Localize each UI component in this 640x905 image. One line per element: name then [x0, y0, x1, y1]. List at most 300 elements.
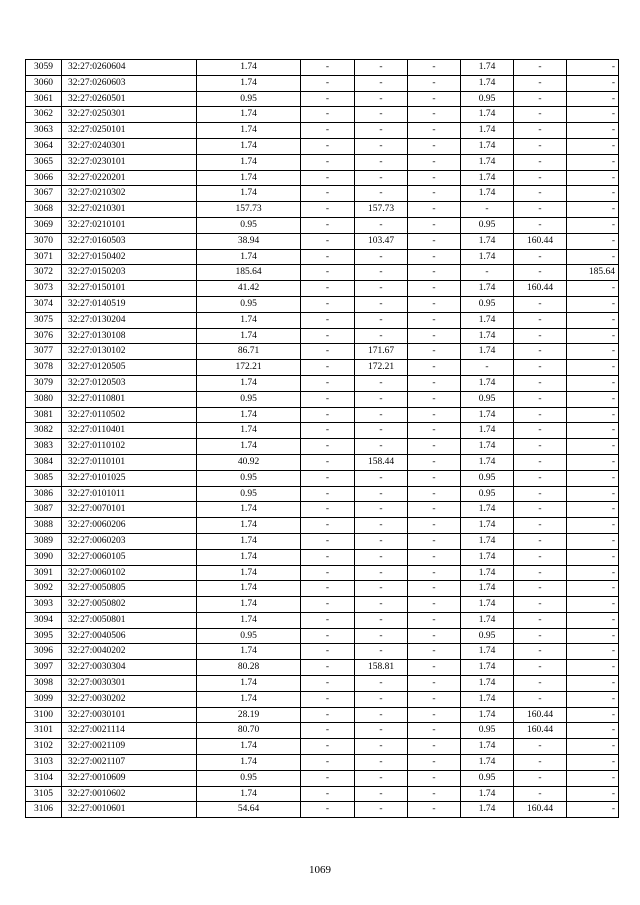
table-cell: 32:27:0040506 — [62, 628, 197, 644]
table-cell: - — [514, 676, 567, 692]
table-cell: - — [301, 755, 355, 771]
table-cell: - — [514, 739, 567, 755]
table-cell: - — [355, 123, 408, 139]
table-cell: - — [514, 612, 567, 628]
table-cell: - — [408, 565, 461, 581]
table-cell: - — [355, 549, 408, 565]
table-cell: - — [567, 202, 619, 218]
table-cell: 0.95 — [461, 486, 514, 502]
table-cell: - — [514, 597, 567, 613]
table-cell: - — [301, 628, 355, 644]
table-cell: 32:27:0060102 — [62, 565, 197, 581]
table-cell: 160.44 — [514, 281, 567, 297]
table-cell: 1.74 — [461, 454, 514, 470]
table-cell: - — [567, 344, 619, 360]
table-cell: - — [301, 170, 355, 186]
table-cell: 3100 — [26, 707, 62, 723]
table-cell: 1.74 — [197, 581, 301, 597]
table-cell: - — [567, 454, 619, 470]
table-cell: 32:27:0130204 — [62, 312, 197, 328]
table-cell: - — [301, 470, 355, 486]
table-cell: 32:27:0070101 — [62, 502, 197, 518]
table-cell: - — [567, 375, 619, 391]
table-cell: 0.95 — [197, 217, 301, 233]
table-cell: 1.74 — [197, 644, 301, 660]
table-cell: - — [355, 518, 408, 534]
table-cell: - — [567, 391, 619, 407]
table-cell: 32:27:0110502 — [62, 407, 197, 423]
table-cell: 1.74 — [461, 581, 514, 597]
table-cell: 1.74 — [461, 186, 514, 202]
table-cell: - — [355, 755, 408, 771]
table-cell: 32:27:0120503 — [62, 375, 197, 391]
table-cell: - — [408, 138, 461, 154]
table-cell: - — [567, 91, 619, 107]
table-row — [26, 375, 619, 391]
table-cell: - — [301, 454, 355, 470]
table-cell: - — [567, 691, 619, 707]
table-cell: - — [408, 770, 461, 786]
table-cell: 185.64 — [197, 265, 301, 281]
table-cell: 3069 — [26, 217, 62, 233]
table-row — [26, 233, 619, 249]
table-cell: 41.42 — [197, 281, 301, 297]
table-cell: - — [408, 502, 461, 518]
table-cell: 32:27:0150101 — [62, 281, 197, 297]
table-cell: 3067 — [26, 186, 62, 202]
table-cell: - — [567, 281, 619, 297]
table-cell: 32:27:0240301 — [62, 138, 197, 154]
table-cell: - — [514, 344, 567, 360]
table-cell: 1.74 — [461, 786, 514, 802]
table-row — [26, 312, 619, 328]
table-cell: - — [408, 344, 461, 360]
table-row — [26, 407, 619, 423]
table-cell: 1.74 — [461, 60, 514, 76]
table-cell: - — [567, 328, 619, 344]
table-row — [26, 360, 619, 376]
table-cell: 1.74 — [461, 707, 514, 723]
table-cell: 32:27:0010609 — [62, 770, 197, 786]
table-cell: - — [408, 123, 461, 139]
table-cell: 32:27:0230101 — [62, 154, 197, 170]
table-cell: - — [514, 296, 567, 312]
table-cell: 3077 — [26, 344, 62, 360]
table-cell: 32:27:0210302 — [62, 186, 197, 202]
table-cell: 1.74 — [197, 549, 301, 565]
table-cell: - — [355, 296, 408, 312]
table-cell: - — [514, 375, 567, 391]
table-cell: 1.74 — [461, 407, 514, 423]
table-cell: 32:27:0030202 — [62, 691, 197, 707]
table-cell: 3090 — [26, 549, 62, 565]
table-cell: - — [408, 739, 461, 755]
table-cell: - — [408, 202, 461, 218]
table-cell: - — [301, 549, 355, 565]
table-cell: - — [567, 644, 619, 660]
table-cell: 3061 — [26, 91, 62, 107]
table-cell: 3070 — [26, 233, 62, 249]
table-row — [26, 660, 619, 676]
table-row — [26, 154, 619, 170]
table-cell: - — [301, 518, 355, 534]
table-cell: 1.74 — [197, 375, 301, 391]
table-cell: 80.28 — [197, 660, 301, 676]
table-cell: 1.74 — [197, 533, 301, 549]
table-row — [26, 328, 619, 344]
table-cell: - — [301, 312, 355, 328]
table-row — [26, 249, 619, 265]
table-row — [26, 581, 619, 597]
table-cell: - — [514, 786, 567, 802]
table-cell: 0.95 — [197, 486, 301, 502]
table-cell: - — [514, 660, 567, 676]
table-cell: 32:27:0010601 — [62, 802, 197, 818]
data-table — [25, 59, 619, 818]
table-cell: 3102 — [26, 739, 62, 755]
table-row — [26, 391, 619, 407]
table-cell: - — [355, 91, 408, 107]
table-cell: 3091 — [26, 565, 62, 581]
table-cell: - — [567, 123, 619, 139]
table-cell: - — [567, 186, 619, 202]
table-cell: 1.74 — [197, 755, 301, 771]
table-cell: - — [355, 407, 408, 423]
table-cell: 32:27:0021109 — [62, 739, 197, 755]
table-cell: 1.74 — [197, 423, 301, 439]
table-cell: 157.73 — [197, 202, 301, 218]
table-cell: - — [301, 344, 355, 360]
table-cell: 3068 — [26, 202, 62, 218]
table-cell: 32:27:0030301 — [62, 676, 197, 692]
table-cell: 3063 — [26, 123, 62, 139]
table-cell: - — [514, 391, 567, 407]
table-cell: - — [408, 755, 461, 771]
table-cell: 1.74 — [197, 170, 301, 186]
table-cell: - — [301, 375, 355, 391]
table-cell: 32:27:0110102 — [62, 439, 197, 455]
table-cell: - — [301, 770, 355, 786]
table-cell: - — [301, 296, 355, 312]
table-cell: - — [408, 454, 461, 470]
table-cell: 0.95 — [461, 470, 514, 486]
table-cell: - — [355, 265, 408, 281]
table-cell: - — [408, 375, 461, 391]
table-cell: - — [461, 202, 514, 218]
table-row — [26, 518, 619, 534]
table-cell: - — [301, 75, 355, 91]
table-cell: 32:27:0021107 — [62, 755, 197, 771]
table-cell: - — [408, 533, 461, 549]
table-cell: - — [514, 360, 567, 376]
table-cell: - — [514, 217, 567, 233]
table-cell: 0.95 — [197, 91, 301, 107]
table-cell: - — [408, 407, 461, 423]
table-cell: - — [355, 676, 408, 692]
table-cell: - — [355, 486, 408, 502]
table-cell: - — [514, 91, 567, 107]
table-cell: - — [408, 486, 461, 502]
table-cell: - — [355, 502, 408, 518]
table-cell: 1.74 — [197, 123, 301, 139]
table-cell: - — [567, 233, 619, 249]
table-cell: - — [567, 612, 619, 628]
table-cell: 3095 — [26, 628, 62, 644]
table-cell: - — [301, 154, 355, 170]
table-cell: 3096 — [26, 644, 62, 660]
table-cell: 160.44 — [514, 723, 567, 739]
table-row — [26, 597, 619, 613]
table-cell: 3104 — [26, 770, 62, 786]
table-cell: 32:27:0060203 — [62, 533, 197, 549]
table-cell: - — [567, 739, 619, 755]
table-row — [26, 723, 619, 739]
table-cell: - — [301, 802, 355, 818]
table-cell: - — [567, 518, 619, 534]
table-cell: - — [408, 75, 461, 91]
table-cell: - — [301, 217, 355, 233]
table-row — [26, 123, 619, 139]
table-cell: - — [514, 154, 567, 170]
table-cell: - — [355, 533, 408, 549]
table-row — [26, 802, 619, 818]
table-cell: 3076 — [26, 328, 62, 344]
table-cell: 32:27:0260603 — [62, 75, 197, 91]
table-cell: - — [408, 154, 461, 170]
table-cell: - — [567, 707, 619, 723]
table-cell: - — [567, 628, 619, 644]
table-cell: - — [355, 470, 408, 486]
table-cell: - — [408, 328, 461, 344]
table-cell: - — [355, 138, 408, 154]
table-cell: 1.74 — [461, 107, 514, 123]
table-cell: - — [408, 107, 461, 123]
table-cell: 32:27:0110401 — [62, 423, 197, 439]
table-cell: - — [355, 770, 408, 786]
table-cell: 0.95 — [461, 391, 514, 407]
table-cell: 32:27:0130108 — [62, 328, 197, 344]
table-cell: 172.21 — [355, 360, 408, 376]
table-cell: 32:27:0130102 — [62, 344, 197, 360]
table-cell: - — [514, 549, 567, 565]
table-cell: 1.74 — [461, 344, 514, 360]
table-cell: 1.74 — [461, 565, 514, 581]
table-cell: 1.74 — [461, 502, 514, 518]
table-cell: 3084 — [26, 454, 62, 470]
table-cell: - — [301, 138, 355, 154]
table-cell: - — [567, 360, 619, 376]
table-cell: 3072 — [26, 265, 62, 281]
table-row — [26, 707, 619, 723]
table-cell: 160.44 — [514, 233, 567, 249]
table-cell: - — [567, 802, 619, 818]
table-cell: 1.74 — [461, 170, 514, 186]
table-cell: 3080 — [26, 391, 62, 407]
table-cell: 160.44 — [514, 707, 567, 723]
table-cell: - — [355, 154, 408, 170]
table-cell: 1.74 — [461, 676, 514, 692]
table-cell: 1.74 — [461, 375, 514, 391]
table-cell: - — [301, 423, 355, 439]
table-row — [26, 612, 619, 628]
table-cell: - — [355, 170, 408, 186]
table-cell: - — [355, 328, 408, 344]
table-row — [26, 75, 619, 91]
table-cell: - — [355, 581, 408, 597]
table-row — [26, 644, 619, 660]
table-cell: - — [355, 217, 408, 233]
table-cell: 1.74 — [197, 60, 301, 76]
table-cell: 3098 — [26, 676, 62, 692]
table-cell: - — [514, 565, 567, 581]
table-cell: 171.67 — [355, 344, 408, 360]
table-cell: - — [301, 502, 355, 518]
table-cell: - — [514, 138, 567, 154]
table-cell: 0.95 — [197, 470, 301, 486]
table-cell: - — [514, 755, 567, 771]
table-cell: - — [301, 186, 355, 202]
table-cell: - — [408, 549, 461, 565]
table-cell: 1.74 — [461, 802, 514, 818]
table-cell: - — [514, 502, 567, 518]
table-cell: 1.74 — [197, 186, 301, 202]
table-cell: - — [408, 707, 461, 723]
table-cell: 1.74 — [197, 597, 301, 613]
table-cell: - — [514, 60, 567, 76]
table-cell: 1.74 — [197, 439, 301, 455]
table-row — [26, 138, 619, 154]
table-cell: - — [514, 439, 567, 455]
table-cell: 1.74 — [197, 786, 301, 802]
table-cell: - — [355, 423, 408, 439]
table-cell: - — [301, 123, 355, 139]
table-cell: - — [301, 391, 355, 407]
table-cell: 1.74 — [461, 518, 514, 534]
table-cell: 3089 — [26, 533, 62, 549]
table-cell: - — [567, 597, 619, 613]
table-cell: - — [567, 549, 619, 565]
table-cell: - — [355, 281, 408, 297]
table-cell: 1.74 — [461, 439, 514, 455]
table-cell: 80.70 — [197, 723, 301, 739]
table-cell: - — [567, 565, 619, 581]
table-cell: - — [355, 628, 408, 644]
table-cell: - — [355, 597, 408, 613]
table-row — [26, 281, 619, 297]
table-cell: 3073 — [26, 281, 62, 297]
table-cell: - — [301, 707, 355, 723]
table-cell: 0.95 — [461, 296, 514, 312]
table-cell: - — [567, 676, 619, 692]
table-cell: - — [408, 265, 461, 281]
table-cell: 3099 — [26, 691, 62, 707]
table-cell: 1.74 — [197, 612, 301, 628]
table-cell: - — [301, 691, 355, 707]
table-cell: 1.74 — [461, 691, 514, 707]
table-cell: 32:27:0120505 — [62, 360, 197, 376]
table-cell: 3106 — [26, 802, 62, 818]
table-cell: 3078 — [26, 360, 62, 376]
table-cell: 1.74 — [197, 691, 301, 707]
table-cell: - — [567, 486, 619, 502]
table-cell: - — [301, 60, 355, 76]
table-cell: 1.74 — [461, 328, 514, 344]
table-cell: - — [301, 265, 355, 281]
table-cell: - — [301, 676, 355, 692]
table-cell: - — [301, 202, 355, 218]
table-cell: 32:27:0050805 — [62, 581, 197, 597]
table-cell: 3071 — [26, 249, 62, 265]
table-body — [26, 60, 619, 818]
table-row — [26, 423, 619, 439]
page-number: 1069 — [309, 864, 331, 876]
table-cell: - — [301, 644, 355, 660]
table-cell: 0.95 — [197, 391, 301, 407]
table-cell: - — [567, 154, 619, 170]
table-row — [26, 439, 619, 455]
table-cell: - — [567, 723, 619, 739]
table-cell: 1.74 — [461, 644, 514, 660]
table-cell: 3064 — [26, 138, 62, 154]
table-cell: 103.47 — [355, 233, 408, 249]
table-cell: - — [301, 328, 355, 344]
table-cell: 0.95 — [461, 770, 514, 786]
table-cell: 32:27:0030101 — [62, 707, 197, 723]
table-cell: - — [514, 123, 567, 139]
table-cell: 32:27:0010602 — [62, 786, 197, 802]
table-cell: 38.94 — [197, 233, 301, 249]
table-cell: 3103 — [26, 755, 62, 771]
table-row — [26, 265, 619, 281]
table-cell: 3087 — [26, 502, 62, 518]
table-cell: - — [408, 360, 461, 376]
table-cell: 1.74 — [461, 533, 514, 549]
table-row — [26, 533, 619, 549]
table-cell: - — [514, 407, 567, 423]
table-cell: - — [408, 391, 461, 407]
table-cell: 1.74 — [461, 249, 514, 265]
table-cell: - — [567, 502, 619, 518]
table-cell: - — [301, 486, 355, 502]
table-cell: 1.74 — [197, 249, 301, 265]
table-row — [26, 202, 619, 218]
table-cell: 1.74 — [461, 423, 514, 439]
table-cell: 32:27:0050802 — [62, 597, 197, 613]
table-cell: 32:27:0150203 — [62, 265, 197, 281]
table-cell: 1.74 — [197, 739, 301, 755]
table-row — [26, 770, 619, 786]
table-cell: 1.74 — [461, 549, 514, 565]
table-cell: - — [408, 676, 461, 692]
table-cell: 32:27:0060105 — [62, 549, 197, 565]
table-cell: 1.74 — [461, 281, 514, 297]
table-cell: - — [567, 138, 619, 154]
table-cell: 86.71 — [197, 344, 301, 360]
table-cell: - — [408, 660, 461, 676]
table-cell: - — [514, 470, 567, 486]
table-cell: - — [567, 786, 619, 802]
table-cell: 1.74 — [197, 565, 301, 581]
table-cell: - — [301, 660, 355, 676]
table-cell: 28.19 — [197, 707, 301, 723]
table-cell: 0.95 — [197, 296, 301, 312]
table-cell: 1.74 — [461, 312, 514, 328]
table-row — [26, 107, 619, 123]
table-row — [26, 628, 619, 644]
table-cell: - — [514, 107, 567, 123]
table-cell: - — [514, 454, 567, 470]
table-cell: - — [514, 770, 567, 786]
